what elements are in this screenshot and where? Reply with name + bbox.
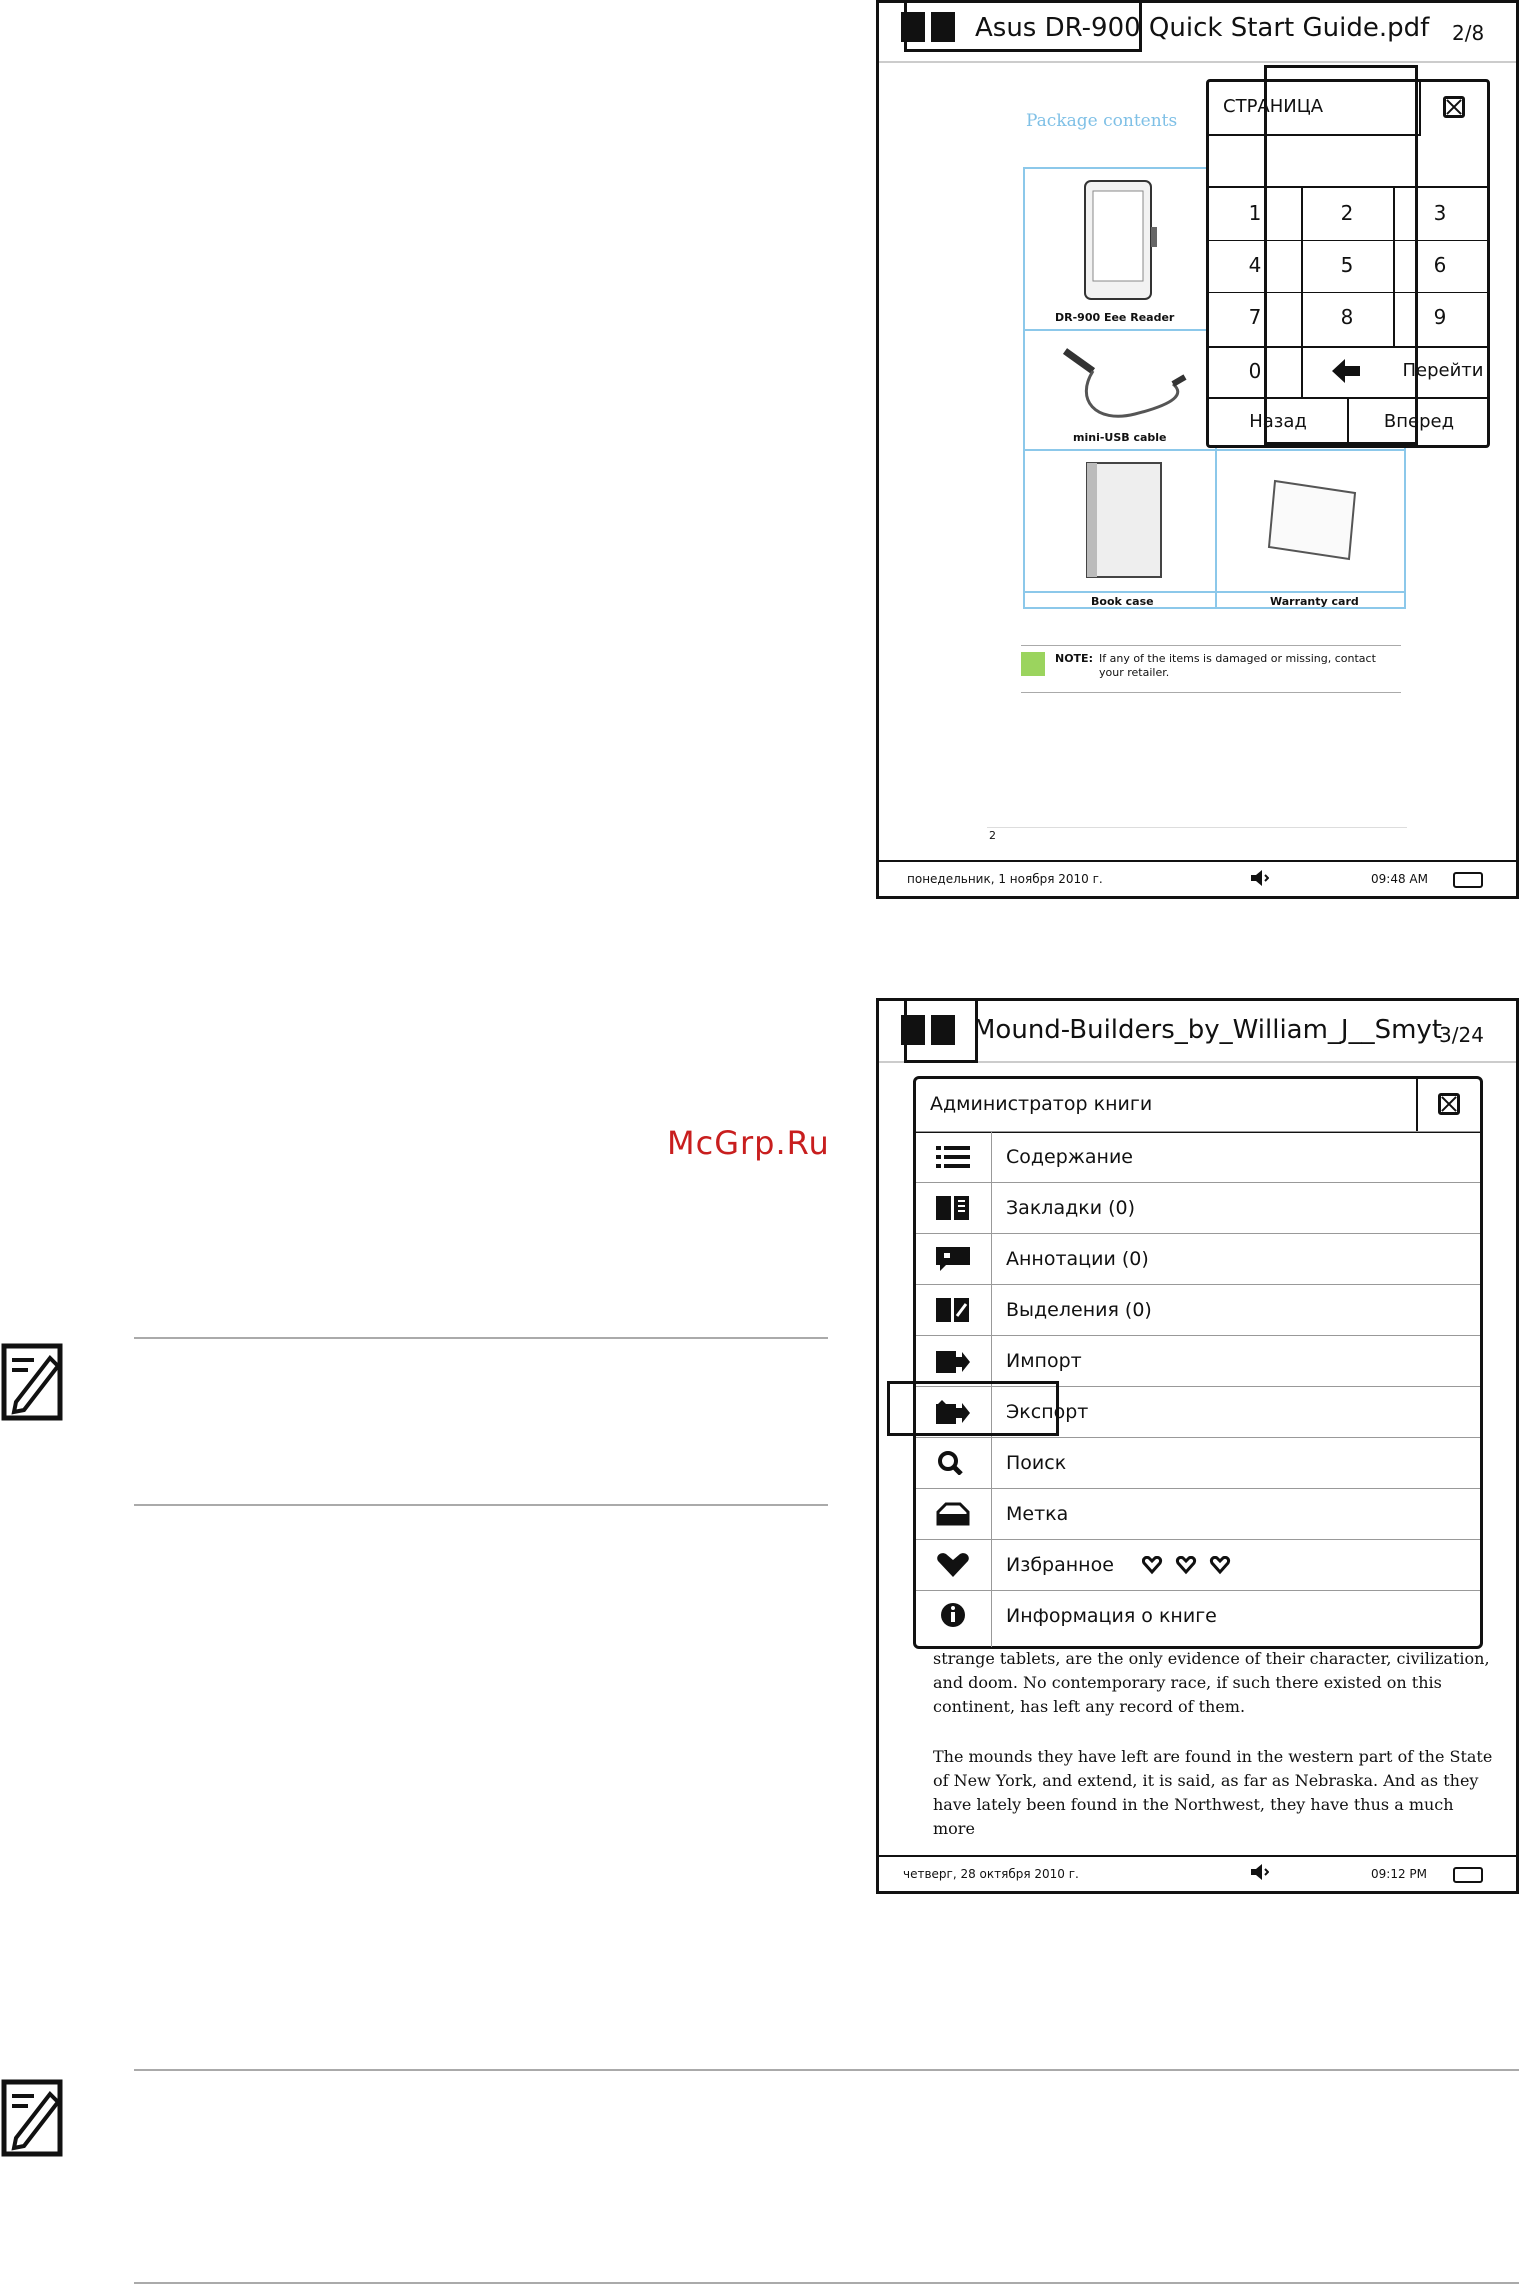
pdf-heading: Package contents (1026, 111, 1178, 131)
menu-item-import[interactable] (916, 1335, 1480, 1387)
highlight-frame (904, 998, 978, 1063)
key-9[interactable]: 9 (1433, 305, 1447, 329)
forward-button[interactable]: Вперед (1383, 411, 1455, 432)
close-icon (1443, 96, 1465, 118)
menu-item-tag[interactable] (916, 1488, 1480, 1540)
note-icon (0, 1340, 70, 1425)
menu-item-bookmarks[interactable] (916, 1182, 1480, 1234)
menu-item-label: Избранное (1006, 1554, 1114, 1576)
highlight-frame (904, 0, 1142, 52)
menu-item-label: Экспорт (1006, 1401, 1089, 1423)
menu-item-label: Импорт (1006, 1350, 1082, 1372)
item-caption: mini-USB cable (1073, 431, 1167, 444)
annotation-icon (936, 1247, 970, 1271)
menu-item-highlights[interactable] (916, 1284, 1480, 1336)
item-caption: Book case (1091, 595, 1154, 608)
menu-item-label: Содержание (1006, 1146, 1133, 1168)
watermark: McGrp.Ru (667, 1124, 830, 1162)
status-bar (879, 860, 1516, 896)
key-7[interactable]: 7 (1248, 305, 1262, 329)
book-paragraph: strange tablets, are the only evidence of their character, civilization, and doom. No contemporary race, if such there existed on this continent, has left any record of them. (933, 1649, 1490, 1716)
highlight-frame (887, 1381, 1059, 1436)
key-8[interactable]: 8 (1340, 305, 1354, 329)
document-title: Mound-Builders_by_William_J__Smyt (973, 1015, 1443, 1045)
menu-item-label: Информация о книге (1006, 1605, 1217, 1627)
menu-item-contents[interactable] (916, 1131, 1480, 1183)
search-icon (936, 1451, 970, 1475)
bookmark-icon (936, 1196, 970, 1220)
key-1[interactable]: 1 (1248, 201, 1262, 225)
warranty-illustration (1265, 473, 1365, 563)
battery-icon (1453, 872, 1483, 888)
menu-item-label: Закладки (0) (1006, 1197, 1136, 1219)
menu-item-book-info[interactable] (916, 1590, 1480, 1647)
key-5[interactable]: 5 (1340, 253, 1354, 277)
note-divider (134, 2069, 1519, 2071)
menu-item-favorites[interactable] (916, 1539, 1480, 1591)
ereader-illustration (1077, 177, 1167, 307)
note-label: NOTE: (1055, 652, 1093, 665)
item-caption: DR-900 Eee Reader (1055, 311, 1175, 324)
key-0[interactable]: 0 (1248, 359, 1262, 383)
note-icon (1021, 652, 1045, 676)
key-4[interactable]: 4 (1248, 253, 1262, 277)
page-number: 2/8 (1452, 21, 1485, 45)
rating-hearts[interactable] (1142, 1556, 1242, 1576)
menu-header (916, 1079, 1480, 1133)
highlight-icon (936, 1298, 970, 1322)
menu-item-label: Выделения (0) (1006, 1299, 1152, 1321)
document-title: Asus DR-900 Quick Start Guide.pdf (975, 13, 1430, 43)
speaker-icon[interactable] (1249, 1864, 1269, 1880)
close-icon (1438, 1093, 1460, 1115)
note-text: If any of the items is damaged or missing, contact your retailer. (1099, 652, 1376, 679)
page-number: 3/24 (1439, 1023, 1484, 1047)
dialog-title: СТРАНИЦА (1223, 96, 1324, 117)
key-2[interactable]: 2 (1340, 201, 1354, 225)
menu-item-label: Метка (1006, 1503, 1069, 1525)
list-icon (936, 1145, 970, 1169)
menu-item-label: Поиск (1006, 1452, 1067, 1474)
menu-item-annotations[interactable] (916, 1233, 1480, 1285)
key-6[interactable]: 6 (1433, 253, 1447, 277)
book-paragraph: The mounds they have left are found in the western part of the State of New York, and extend, it is said, as far as Nebraska. And as they have lately been found in the Northwest, they have thus a much more (933, 1747, 1493, 1838)
go-button[interactable]: Перейти (1402, 360, 1484, 381)
menu-item-label: Аннотации (0) (1006, 1248, 1149, 1270)
note-divider (134, 1504, 828, 1506)
close-button[interactable] (1416, 1079, 1480, 1131)
cable-illustration (1045, 339, 1195, 429)
bookcase-illustration (1079, 459, 1169, 585)
highlight-frame (1264, 65, 1418, 445)
item-caption: Warranty card (1270, 595, 1359, 608)
status-date: понедельник, 1 ноября 2010 г. (907, 872, 1103, 886)
status-bar (879, 1855, 1516, 1891)
status-time: 09:12 PM (1371, 1867, 1427, 1881)
speaker-icon[interactable] (1249, 870, 1269, 886)
back-button[interactable]: Назад (1249, 411, 1307, 432)
book-manager-menu (913, 1076, 1483, 1649)
heart-icon (936, 1553, 970, 1577)
import-icon (936, 1349, 970, 1373)
pdf-page-number: 2 (989, 829, 996, 842)
key-3[interactable]: 3 (1433, 201, 1447, 225)
reader-screen-pdf (876, 0, 1519, 899)
note-divider (134, 1337, 828, 1339)
divider (987, 827, 1407, 828)
tag-icon (936, 1502, 970, 1526)
note-divider (134, 2282, 1519, 2284)
note-icon (0, 2076, 70, 2161)
note-box (1021, 645, 1401, 693)
battery-icon (1453, 1867, 1483, 1883)
info-icon (936, 1603, 970, 1627)
close-button[interactable] (1419, 82, 1487, 134)
menu-title: Администратор книги (930, 1093, 1153, 1115)
reader-screen-book (876, 998, 1519, 1894)
status-time: 09:48 AM (1371, 872, 1428, 886)
menu-item-search[interactable] (916, 1437, 1480, 1489)
status-date: четверг, 28 октября 2010 г. (903, 1867, 1079, 1881)
